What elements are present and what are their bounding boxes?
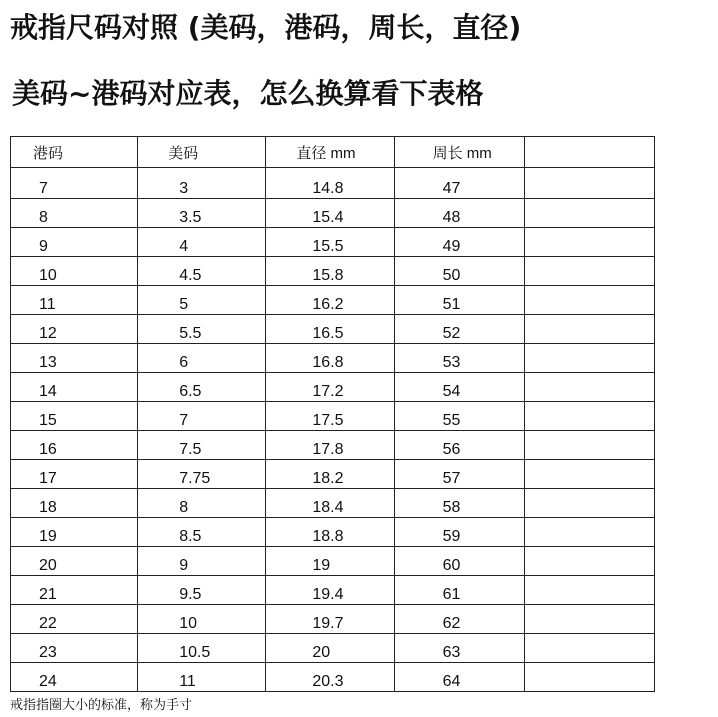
table-row [11, 663, 655, 692]
hk-size-cell: 19 [11, 518, 138, 547]
diameter-cell: 16.5 [266, 315, 394, 344]
blank-cell [524, 489, 654, 518]
circumference-cell: 49 [394, 228, 524, 257]
table-row [11, 168, 655, 199]
table-row [11, 286, 655, 315]
blank-cell [524, 576, 654, 605]
hk-size-cell: 7 [11, 168, 138, 199]
us-size-cell: 3.5 [138, 199, 266, 228]
hk-size-cell: 17 [11, 460, 138, 489]
us-size-cell: 10.5 [138, 634, 266, 663]
hk-size-cell: 23 [11, 634, 138, 663]
hk-size-cell: 11 [11, 286, 138, 315]
table-row [11, 373, 655, 402]
hk-size-cell: 18 [11, 489, 138, 518]
diameter-cell: 18.2 [266, 460, 394, 489]
blank-cell [524, 547, 654, 576]
blank-cell [524, 402, 654, 431]
table-row [11, 228, 655, 257]
blank-cell [524, 460, 654, 489]
table-row [11, 605, 655, 634]
circumference-cell: 57 [394, 460, 524, 489]
table-row [11, 460, 655, 489]
hk-size-cell: 20 [11, 547, 138, 576]
circumference-cell: 54 [394, 373, 524, 402]
table-row [11, 344, 655, 373]
us-size-cell: 4.5 [138, 257, 266, 286]
hk-size-cell: 13 [11, 344, 138, 373]
circumference-cell: 62 [394, 605, 524, 634]
table-row [11, 634, 655, 663]
blank-cell [524, 228, 654, 257]
table-row [11, 402, 655, 431]
circumference-cell: 53 [394, 344, 524, 373]
hk-size-cell: 14 [11, 373, 138, 402]
table-row [11, 257, 655, 286]
page-subtitle: 美码~港码对应表，怎么换算看下表格 [12, 77, 484, 110]
blank-cell [524, 431, 654, 460]
us-size-header: 美码 [138, 137, 266, 168]
blank-cell [524, 315, 654, 344]
diameter-cell: 19.7 [266, 605, 394, 634]
hk-size-cell: 16 [11, 431, 138, 460]
blank-cell [524, 663, 654, 692]
us-size-cell: 11 [138, 663, 266, 692]
diameter-cell: 15.5 [266, 228, 394, 257]
us-size-cell: 6 [138, 344, 266, 373]
circumference-cell: 50 [394, 257, 524, 286]
diameter-cell: 20.3 [266, 663, 394, 692]
us-size-cell: 4 [138, 228, 266, 257]
hk-size-cell: 24 [11, 663, 138, 692]
blank-cell [524, 518, 654, 547]
circumference-cell: 58 [394, 489, 524, 518]
circumference-cell: 60 [394, 547, 524, 576]
circumference-cell: 63 [394, 634, 524, 663]
circumference-cell: 52 [394, 315, 524, 344]
circumference-cell: 47 [394, 168, 524, 199]
table-row [11, 547, 655, 576]
diameter-cell: 17.5 [266, 402, 394, 431]
us-size-cell: 7 [138, 402, 266, 431]
blank-cell [524, 286, 654, 315]
us-size-cell: 9.5 [138, 576, 266, 605]
us-size-cell: 6.5 [138, 373, 266, 402]
table-header-row [11, 137, 655, 168]
diameter-cell: 14.8 [266, 168, 394, 199]
footnote: 戒指指圈大小的标准，称为手寸 [10, 698, 193, 713]
us-size-cell: 5 [138, 286, 266, 315]
circumference-cell: 56 [394, 431, 524, 460]
table-row [11, 315, 655, 344]
circumference-cell: 59 [394, 518, 524, 547]
hk-size-cell: 12 [11, 315, 138, 344]
circumference-cell: 48 [394, 199, 524, 228]
diameter-cell: 19.4 [266, 576, 394, 605]
hk-size-cell: 8 [11, 199, 138, 228]
blank-cell [524, 634, 654, 663]
us-size-cell: 8 [138, 489, 266, 518]
us-size-cell: 7.75 [138, 460, 266, 489]
us-size-cell: 3 [138, 168, 266, 199]
diameter-cell: 16.8 [266, 344, 394, 373]
blank-cell [524, 344, 654, 373]
table-row [11, 431, 655, 460]
diameter-cell: 17.8 [266, 431, 394, 460]
circumference-cell: 64 [394, 663, 524, 692]
blank-cell [524, 257, 654, 286]
table-body [11, 168, 655, 692]
circumference-cell: 61 [394, 576, 524, 605]
us-size-cell: 7.5 [138, 431, 266, 460]
diameter-cell: 19 [266, 547, 394, 576]
diameter-cell: 15.8 [266, 257, 394, 286]
hk-size-cell: 22 [11, 605, 138, 634]
blank-cell [524, 199, 654, 228]
us-size-cell: 9 [138, 547, 266, 576]
diameter-cell: 16.2 [266, 286, 394, 315]
table-row [11, 576, 655, 605]
blank-cell [524, 605, 654, 634]
table-row [11, 489, 655, 518]
diameter-cell: 20 [266, 634, 394, 663]
circumference-cell: 51 [394, 286, 524, 315]
circumference-cell: 55 [394, 402, 524, 431]
table-row [11, 518, 655, 547]
ring-size-table [10, 136, 655, 692]
diameter-cell: 18.4 [266, 489, 394, 518]
diameter-cell: 15.4 [266, 199, 394, 228]
table-row [11, 199, 655, 228]
diameter-cell: 18.8 [266, 518, 394, 547]
blank-cell [524, 168, 654, 199]
us-size-cell: 5.5 [138, 315, 266, 344]
page-title: 戒指尺码对照 (美码，港码，周长，直径) [10, 11, 522, 44]
blank-header [524, 137, 654, 168]
hk-size-cell: 10 [11, 257, 138, 286]
hk-size-cell: 21 [11, 576, 138, 605]
hk-size-header: 港码 [11, 137, 138, 168]
blank-cell [524, 373, 654, 402]
circumference-header: 周长 mm [394, 137, 524, 168]
hk-size-cell: 9 [11, 228, 138, 257]
us-size-cell: 8.5 [138, 518, 266, 547]
diameter-cell: 17.2 [266, 373, 394, 402]
diameter-header: 直径 mm [266, 137, 394, 168]
us-size-cell: 10 [138, 605, 266, 634]
hk-size-cell: 15 [11, 402, 138, 431]
